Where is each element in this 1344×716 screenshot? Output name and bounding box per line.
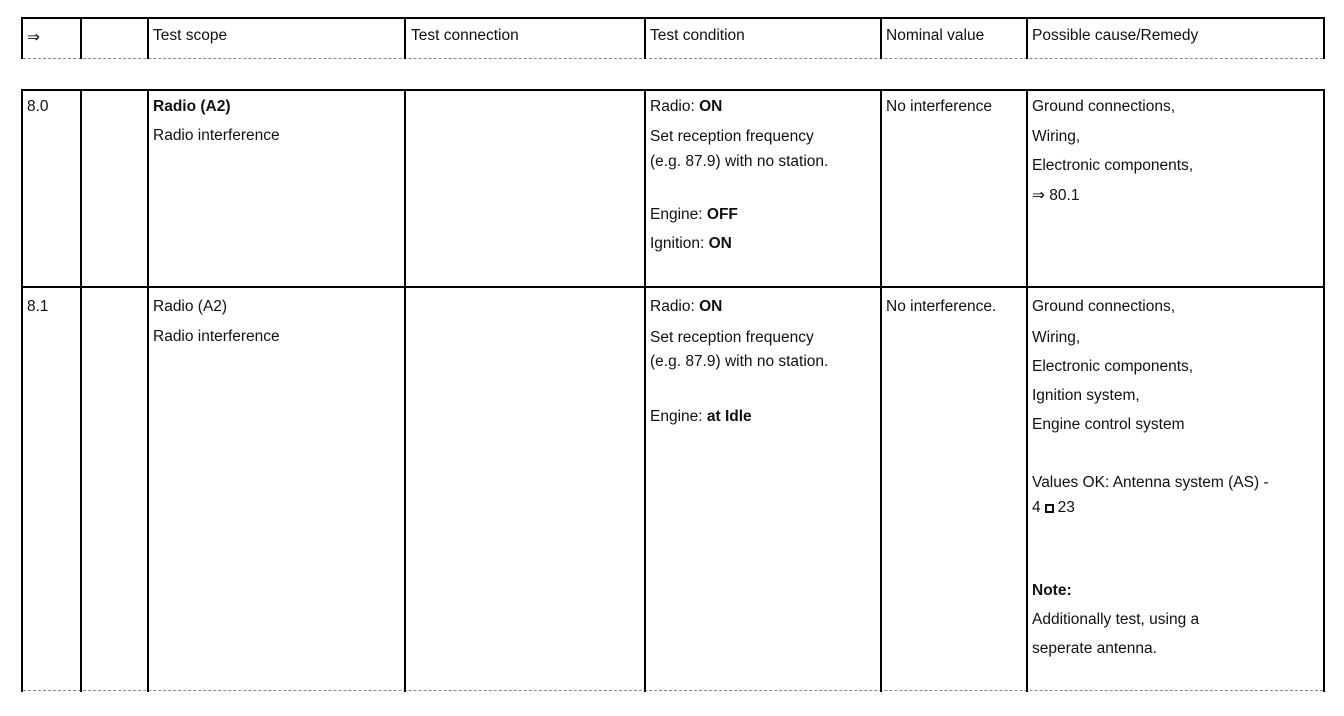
scope-title: Radio (A2)	[153, 98, 231, 115]
condition-ignition	[650, 235, 732, 253]
condition-frequency-line: Set reception frequency	[650, 128, 814, 145]
condition-radio	[650, 98, 722, 116]
header-test-scope: Test scope	[153, 27, 228, 44]
condition-label: Engine:	[650, 408, 707, 425]
condition-frequency-line: (e.g. 87.9) with no station.	[650, 353, 829, 370]
condition-label: Radio:	[650, 298, 700, 315]
header-divider	[644, 17, 646, 59]
column-divider	[404, 89, 406, 692]
header-arrow-icon: ⇒	[27, 29, 40, 46]
condition-engine	[650, 206, 738, 224]
cause-item: Engine control system	[1032, 416, 1185, 433]
condition-label: Engine:	[650, 206, 707, 223]
column-divider	[1026, 89, 1028, 692]
cause-item: Electronic components,	[1032, 358, 1194, 375]
header-divider	[80, 17, 82, 59]
values-ok-text: Values OK: Antenna system (AS) -	[1032, 474, 1269, 491]
header-divider	[880, 17, 882, 59]
header-bottom-dash	[23, 58, 1323, 59]
scope-detail: Radio interference	[153, 127, 280, 144]
condition-frequency-line: Set reception frequency	[650, 329, 814, 346]
column-divider	[1323, 89, 1325, 692]
values-ok-reference[interactable]	[1032, 499, 1075, 517]
step-number: 8.1	[27, 298, 49, 315]
note-text: seperate antenna.	[1032, 640, 1157, 657]
condition-value: at Idle	[706, 408, 752, 425]
header-divider	[21, 17, 23, 59]
nominal-value: No interference	[886, 98, 992, 115]
condition-value: ON	[699, 298, 723, 315]
header-test-condition: Test condition	[650, 27, 745, 44]
condition-frequency-line: (e.g. 87.9) with no station.	[650, 153, 829, 170]
condition-value: OFF	[706, 206, 738, 223]
condition-value: ON	[699, 98, 723, 115]
header-divider	[1026, 17, 1028, 59]
condition-value: ON	[708, 235, 732, 252]
row-8-1-top-border	[21, 286, 1325, 288]
header-divider	[404, 17, 406, 59]
column-divider	[80, 89, 82, 692]
column-divider	[644, 89, 646, 692]
header-divider	[147, 17, 149, 59]
header-nominal-value: Nominal value	[886, 27, 985, 44]
header-top-border	[21, 17, 1325, 19]
header-divider	[1323, 17, 1325, 59]
reference-number: 23	[1057, 499, 1075, 516]
cause-item: Wiring,	[1032, 329, 1081, 346]
cause-item: Ground connections,	[1032, 298, 1176, 315]
cause-item: Wiring,	[1032, 128, 1081, 145]
table-bottom-dash	[23, 690, 1323, 691]
condition-label: Ignition:	[650, 235, 709, 252]
row-8-0-top-border	[21, 89, 1325, 91]
reference-number: 4	[1032, 499, 1041, 516]
condition-radio	[650, 298, 722, 316]
column-divider	[880, 89, 882, 692]
note-text: Additionally test, using a	[1032, 611, 1200, 628]
cause-item: Electronic components,	[1032, 157, 1194, 174]
note-label: Note:	[1032, 582, 1072, 599]
box-symbol-icon	[1045, 504, 1054, 513]
scope-title: Radio (A2)	[153, 298, 228, 315]
column-divider	[21, 89, 23, 692]
nominal-value: No interference.	[886, 298, 997, 315]
column-divider	[147, 89, 149, 692]
cause-item: Ignition system,	[1032, 387, 1140, 404]
cause-item: Ground connections,	[1032, 98, 1176, 115]
header-test-connection: Test connection	[411, 27, 519, 44]
condition-engine	[650, 408, 752, 426]
header-possible-cause: Possible cause/Remedy	[1032, 27, 1199, 44]
step-number: 8.0	[27, 98, 49, 115]
condition-label: Radio:	[650, 98, 700, 115]
scope-detail: Radio interference	[153, 328, 280, 345]
cause-reference-link[interactable]: ⇒ 80.1	[1032, 187, 1080, 204]
